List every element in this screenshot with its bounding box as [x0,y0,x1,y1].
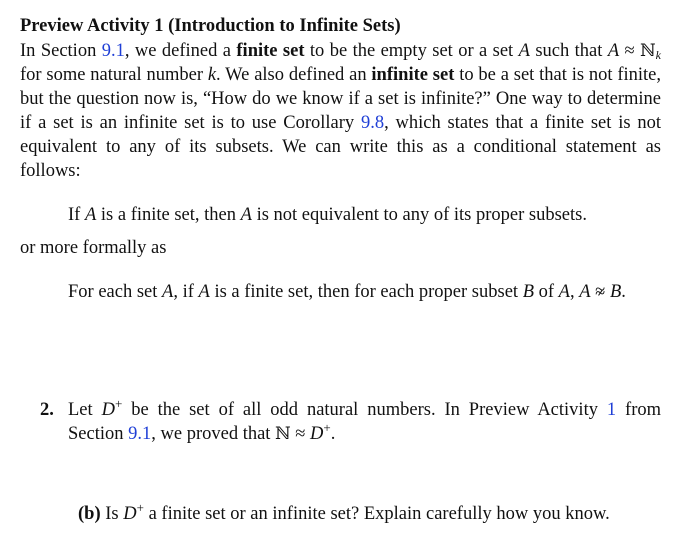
approx-symbol: ≈ [290,424,311,444]
item-label: (b) [78,504,101,524]
math-var: D [123,504,137,524]
text: a finite set or an infinite set? Explain carefully how you know. [143,504,610,524]
section-link-9-1[interactable]: 9.1 [101,41,125,61]
formal-statement [68,280,626,304]
section-link-9-1[interactable]: 9.1 [128,424,152,444]
item-number: 2. [40,400,54,420]
text: . We also defined an [216,65,372,85]
term-infinite-set: infinite set [371,65,455,85]
intro-paragraph [20,39,661,183]
math-var: A [518,41,530,61]
corollary-link-9-8[interactable]: 9.8 [360,113,385,133]
text: . [621,282,626,302]
math-var: A [579,282,591,302]
text: . [330,424,336,444]
text: is a finite set, then [96,205,241,225]
math-var: A [607,41,620,61]
math-var: k [207,65,217,85]
text: for some natural number [20,65,208,85]
subscript: k [655,48,661,62]
superscript: + [114,396,123,411]
text: is not equivalent to any of its proper subsets. [251,205,587,225]
math-var: A [558,282,570,302]
text: of [534,282,559,302]
text: to be a set that is not finite, but the question now is, “How do we know if a set is infinite?” One way to determine if a set is an infinite set is to use Corollary [20,65,662,133]
activity-heading [20,14,401,38]
item-2-text [68,398,661,446]
text: from Section [68,400,662,444]
text: , which states that a finite set is not equivalent to any of its subsets. We can write this as a conditional statement as follows: [20,113,661,181]
naturals-symbol: ℕ [640,41,656,61]
term-finite-set: finite set [236,41,305,61]
not-approx-symbol: ≈ [595,282,606,302]
more-formally-text: or more formally as [20,238,167,258]
preview-activity-link-1[interactable]: 1 [606,400,617,420]
exercise-item-b [78,502,610,526]
heading-title: Preview Activity 1 [20,16,164,36]
text: is a finite set, then for each proper subset [209,282,523,302]
math-var: A [240,205,252,225]
conditional-statement [68,203,587,227]
math-var: A [162,282,174,302]
text: In Section [20,41,102,61]
text: Let [68,400,102,420]
text: be the set of all odd natural numbers. In Preview Activity [122,400,607,420]
math-var: B [609,282,622,302]
math-var: D [310,424,324,444]
text: For each set [68,282,163,302]
math-var: B [522,282,534,302]
naturals-symbol: ℕ [275,424,291,444]
text: , we proved that [151,424,276,444]
text: If [68,205,85,225]
math-var: A [198,282,210,302]
text: Is [100,504,124,524]
text: , if [173,282,199,302]
text: , [569,282,580,302]
heading-subtitle: (Introduction to Infinite Sets) [168,16,401,36]
text: to be the empty set or a set [304,41,519,61]
text: such that [529,41,608,61]
superscript: + [136,500,144,515]
superscript: + [323,420,331,435]
approx-symbol: ≈ [619,41,641,61]
math-var: A [84,205,97,225]
math-var: D [101,400,115,420]
text: , we defined a [124,41,237,61]
